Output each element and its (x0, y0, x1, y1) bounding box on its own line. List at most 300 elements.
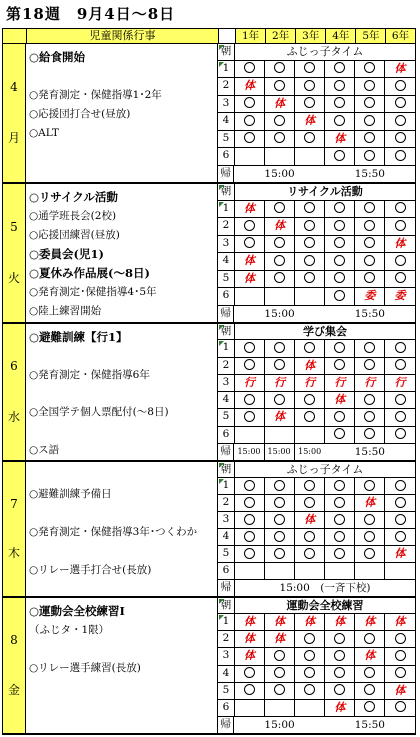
circle-mark (355, 218, 385, 235)
activity-mark: 委 (385, 288, 415, 305)
circle-mark (295, 648, 325, 664)
circle-icon (274, 650, 285, 661)
circle-icon (364, 394, 375, 405)
circle-icon (334, 237, 345, 248)
circle-mark (355, 683, 385, 699)
event-item (29, 542, 217, 561)
morning-row (218, 598, 416, 614)
empty-cell (325, 563, 355, 578)
dismissal-label: 帰 (218, 166, 234, 183)
dismissal-row (218, 166, 416, 183)
circle-mark (325, 113, 355, 130)
circle-icon (244, 514, 255, 525)
circle-icon (244, 480, 255, 491)
period-row (218, 614, 416, 631)
circle-mark (355, 700, 385, 716)
activity-mark: 体 (235, 78, 265, 95)
circle-mark (295, 131, 325, 148)
period-number: 3 (218, 648, 235, 664)
period-row (218, 236, 416, 254)
event-item: ○応援団打合せ(昼放) (29, 108, 131, 120)
empty-cell (295, 148, 325, 165)
circle-mark (355, 78, 385, 95)
empty-cell (265, 700, 295, 716)
circle-mark (325, 648, 355, 664)
circle-icon (395, 428, 406, 439)
period-row (218, 409, 416, 426)
period-row (218, 683, 416, 700)
circle-icon (334, 115, 345, 126)
circle-mark (385, 96, 415, 113)
header-grade-2: 2年 (265, 28, 295, 44)
circle-mark (325, 666, 355, 682)
period-number: 4 (218, 253, 235, 270)
circle-mark (265, 358, 295, 374)
day-number: 5 (10, 219, 18, 234)
circle-icon (334, 62, 345, 73)
event-list (26, 598, 218, 733)
circle-icon (304, 220, 315, 231)
circle-icon (395, 531, 406, 542)
circle-icon (334, 514, 345, 525)
dismissal-times (234, 306, 416, 323)
circle-mark (235, 666, 265, 682)
empty-cell (295, 427, 325, 443)
circle-mark (385, 218, 415, 235)
circle-mark (325, 340, 355, 356)
circle-icon (334, 633, 345, 644)
dismissal-time: 15:00 (264, 167, 295, 180)
event-item (29, 67, 217, 86)
morning-label: 朝 (218, 184, 235, 200)
day-block (2, 462, 416, 598)
period-row (218, 392, 416, 409)
period-number: 6 (218, 427, 235, 443)
period-row (218, 253, 416, 271)
activity-mark: 体 (295, 113, 325, 130)
circle-icon (395, 667, 406, 678)
morning-label: 朝 (218, 44, 235, 60)
period-row (218, 427, 416, 444)
circle-icon (274, 497, 285, 508)
header-events: 児童関係行事 (26, 28, 218, 44)
morning-activity: リサイクル活動 (235, 184, 416, 200)
circle-icon (395, 342, 406, 353)
day-block (2, 598, 416, 735)
circle-mark (265, 61, 295, 78)
circle-icon (364, 255, 375, 266)
circle-icon (304, 62, 315, 73)
circle-mark (265, 253, 295, 270)
day-label (2, 598, 26, 733)
circle-mark (325, 148, 355, 165)
circle-mark (325, 427, 355, 443)
circle-icon (304, 684, 315, 695)
circle-mark (385, 131, 415, 148)
circle-mark (265, 648, 295, 664)
activity-mark: 体 (385, 236, 415, 253)
header-row (2, 28, 416, 44)
circle-mark (265, 666, 295, 682)
circle-mark (235, 96, 265, 113)
circle-mark (295, 666, 325, 682)
circle-icon (395, 650, 406, 661)
circle-mark (235, 61, 265, 78)
circle-mark (355, 666, 385, 682)
period-number: 5 (218, 683, 235, 699)
event-item: ○発育測定・保健指導3年･つくわか (29, 526, 198, 538)
circle-icon (334, 97, 345, 108)
circle-icon (334, 342, 345, 353)
event-item: ○発育測定・保健指導6年 (29, 368, 150, 381)
period-number: 5 (218, 271, 235, 288)
circle-icon (334, 650, 345, 661)
period-row (218, 113, 416, 131)
circle-icon (274, 255, 285, 266)
circle-icon (304, 650, 315, 661)
event-item: ○リレー選手打合せ(長放) (29, 564, 152, 576)
circle-mark (355, 529, 385, 545)
circle-icon (395, 202, 406, 213)
day-number: 6 (10, 359, 18, 374)
circle-mark (295, 631, 325, 647)
header-grade-4: 4年 (325, 28, 355, 44)
circle-mark (295, 495, 325, 511)
circle-mark (385, 201, 415, 218)
activity-mark: 体 (325, 392, 355, 408)
circle-icon (244, 359, 255, 370)
circle-icon (364, 667, 375, 678)
dismissal-label: 帰 (218, 306, 234, 323)
circle-icon (364, 237, 375, 248)
header-day-blank (2, 28, 26, 44)
circle-icon (274, 514, 285, 525)
activity-mark: 体 (235, 201, 265, 218)
circle-icon (364, 684, 375, 695)
circle-icon (364, 633, 375, 644)
circle-icon (364, 80, 375, 91)
circle-icon (244, 62, 255, 73)
dismissal-times (235, 580, 416, 596)
circle-icon (334, 359, 345, 370)
circle-mark (265, 392, 295, 408)
period-row (218, 271, 416, 289)
circle-icon (334, 80, 345, 91)
circle-icon (395, 115, 406, 126)
period-number: 6 (218, 148, 235, 165)
circle-icon (244, 497, 255, 508)
period-number: 3 (218, 236, 235, 253)
circle-mark (235, 512, 265, 528)
dismissal-label: 帰 (218, 444, 234, 460)
morning-label: 朝 (218, 462, 235, 477)
circle-mark (325, 529, 355, 545)
circle-mark (385, 148, 415, 165)
circle-icon (334, 202, 345, 213)
circle-icon (334, 411, 345, 422)
circle-mark (385, 631, 415, 647)
activity-mark: 体 (265, 614, 295, 630)
circle-icon (244, 394, 255, 405)
circle-mark (235, 478, 265, 494)
circle-icon (334, 220, 345, 231)
circle-mark (355, 478, 385, 494)
circle-mark (355, 358, 385, 374)
period-number: 6 (218, 700, 235, 716)
circle-icon (364, 480, 375, 491)
circle-icon (395, 272, 406, 283)
event-list (26, 462, 218, 596)
activity-mark: 体 (265, 631, 295, 647)
header-grade-3: 3年 (295, 28, 325, 44)
event-item: ○夏休み作品展(～8日) (29, 266, 150, 280)
empty-cell (355, 563, 385, 578)
circle-icon (334, 480, 345, 491)
circle-mark (295, 340, 325, 356)
empty-cell (235, 700, 265, 716)
circle-icon (274, 684, 285, 695)
day-of-week: 木 (7, 546, 20, 561)
circle-icon (274, 237, 285, 248)
circle-mark (385, 495, 415, 511)
period-row (218, 648, 416, 665)
circle-icon (244, 684, 255, 695)
empty-cell (265, 288, 295, 305)
circle-icon (364, 531, 375, 542)
circle-icon (304, 255, 315, 266)
activity-mark: 体 (295, 614, 325, 630)
day-number: 7 (10, 496, 18, 511)
period-number: 4 (218, 113, 235, 130)
circle-icon (334, 497, 345, 508)
period-grid (218, 598, 416, 733)
circle-mark (235, 113, 265, 130)
circle-mark (355, 236, 385, 253)
circle-mark (265, 546, 295, 562)
period-number: 6 (218, 288, 235, 305)
period-row (218, 201, 416, 219)
period-row (218, 495, 416, 512)
empty-cell (265, 148, 295, 165)
activity-mark: 体 (385, 61, 415, 78)
circle-icon (304, 548, 315, 559)
circle-mark (295, 236, 325, 253)
circle-mark (235, 236, 265, 253)
activity-mark: 体 (235, 271, 265, 288)
circle-mark (385, 78, 415, 95)
circle-mark (355, 409, 385, 425)
circle-icon (395, 220, 406, 231)
circle-mark (295, 61, 325, 78)
circle-mark (355, 148, 385, 165)
circle-icon (244, 132, 255, 143)
circle-mark (295, 392, 325, 408)
circle-icon (334, 255, 345, 266)
circle-mark (355, 546, 385, 562)
circle-icon (274, 480, 285, 491)
period-number: 4 (218, 392, 235, 408)
period-number: 2 (218, 358, 235, 374)
circle-icon (395, 97, 406, 108)
circle-icon (274, 548, 285, 559)
circle-icon (334, 548, 345, 559)
circle-mark (265, 683, 295, 699)
circle-mark (265, 512, 295, 528)
period-row (218, 61, 416, 79)
circle-mark (385, 409, 415, 425)
header-grade-6: 6年 (385, 28, 415, 44)
circle-mark (325, 218, 355, 235)
activity-mark: 体 (235, 614, 265, 630)
circle-mark (325, 253, 355, 270)
circle-mark (385, 271, 415, 288)
period-row (218, 218, 416, 236)
circle-icon (364, 132, 375, 143)
circle-mark (355, 631, 385, 647)
event-item: ○リサイクル活動 (29, 190, 118, 204)
circle-mark (325, 96, 355, 113)
day-label (2, 184, 26, 322)
event-item: ○運動会全校練習Ⅰ (29, 604, 125, 618)
event-item: ○避難訓練【行1】 (29, 330, 128, 344)
period-row (218, 563, 416, 579)
circle-mark (235, 495, 265, 511)
circle-icon (304, 667, 315, 678)
circle-mark (325, 478, 355, 494)
dismissal-time: 15:50 (354, 718, 385, 731)
event-item: ○発育測定･保健指導4･5年 (29, 286, 157, 298)
circle-mark (355, 61, 385, 78)
dismissal-time: 15:00 (265, 444, 295, 460)
circle-icon (364, 115, 375, 126)
event-item: ○発育測定・保健指導1･2年 (29, 89, 162, 101)
period-number: 3 (218, 96, 235, 113)
period-number: 5 (218, 409, 235, 425)
circle-mark (325, 409, 355, 425)
header-period-blank (218, 28, 235, 44)
event-item: ○避難訓練予備日 (29, 488, 112, 500)
circle-icon (395, 150, 406, 161)
circle-icon (395, 480, 406, 491)
activity-mark: 体 (385, 683, 415, 699)
period-number: 3 (218, 512, 235, 528)
circle-mark (355, 131, 385, 148)
dismissal-time: 15:00 (234, 444, 264, 460)
period-number: 3 (218, 375, 235, 391)
circle-mark (385, 427, 415, 443)
day-of-week: 金 (7, 683, 20, 697)
circle-icon (364, 202, 375, 213)
event-item (29, 347, 217, 366)
circle-icon (274, 394, 285, 405)
event-item: ○全国学テ個人票配付(～8日) (29, 406, 169, 419)
period-number: 1 (218, 201, 235, 218)
day-label (2, 324, 26, 460)
day-block (2, 44, 416, 184)
dismissal-time: 15:50 (354, 445, 385, 458)
activity-mark: 委 (355, 288, 385, 305)
circle-mark (325, 512, 355, 528)
period-number: 2 (218, 495, 235, 511)
activity-mark: 体 (325, 131, 355, 148)
circle-mark (235, 131, 265, 148)
circle-mark (295, 683, 325, 699)
circle-mark (385, 478, 415, 494)
circle-mark (385, 113, 415, 130)
circle-icon (244, 115, 255, 126)
morning-activity: ふじっ子タイム (235, 462, 416, 477)
period-row (218, 96, 416, 114)
event-item: （ふじタ・1限） (29, 624, 110, 636)
activity-mark: 体 (295, 512, 325, 528)
circle-icon (304, 633, 315, 644)
circle-mark (295, 409, 325, 425)
dismissal-times (234, 717, 416, 733)
circle-mark (385, 253, 415, 270)
period-row (218, 375, 416, 392)
circle-icon (304, 342, 315, 353)
period-number: 1 (218, 614, 235, 630)
circle-icon (395, 411, 406, 422)
period-number: 2 (218, 78, 235, 95)
circle-mark (325, 288, 355, 305)
circle-mark (355, 512, 385, 528)
circle-mark (235, 340, 265, 356)
morning-label: 朝 (218, 324, 235, 339)
dismissal-label: 帰 (218, 717, 234, 733)
circle-icon (274, 132, 285, 143)
empty-cell (265, 563, 295, 578)
circle-icon (395, 80, 406, 91)
circle-mark (265, 78, 295, 95)
circle-icon (304, 272, 315, 283)
circle-mark (355, 340, 385, 356)
circle-icon (334, 290, 345, 301)
activity-mark: 体 (355, 495, 385, 511)
circle-mark (325, 78, 355, 95)
circle-mark (235, 546, 265, 562)
circle-icon (304, 394, 315, 405)
circle-icon (244, 97, 255, 108)
circle-icon (395, 633, 406, 644)
period-number: 6 (218, 563, 235, 578)
circle-icon (274, 115, 285, 126)
activity-mark: 体 (325, 614, 355, 630)
page-title: 第18週 9月4日～8日 (6, 5, 176, 23)
dismissal-time: 15:00 (一斉下校) (279, 581, 371, 594)
period-row (218, 478, 416, 495)
period-grid (218, 44, 416, 182)
period-number: 1 (218, 478, 235, 494)
event-item: ○委員会(児1) (29, 247, 104, 261)
circle-mark (325, 201, 355, 218)
period-row (218, 529, 416, 546)
activity-mark: 体 (265, 96, 295, 113)
event-item (29, 385, 217, 404)
morning-row (218, 44, 416, 61)
empty-cell (295, 288, 325, 305)
circle-mark (265, 201, 295, 218)
period-number: 5 (218, 131, 235, 148)
circle-icon (274, 342, 285, 353)
period-grid (218, 184, 416, 322)
activity-mark: 体 (385, 546, 415, 562)
circle-icon (395, 497, 406, 508)
circle-mark (325, 61, 355, 78)
dismissal-time: 15:00 (298, 446, 322, 456)
circle-icon (244, 531, 255, 542)
event-list (26, 184, 218, 322)
